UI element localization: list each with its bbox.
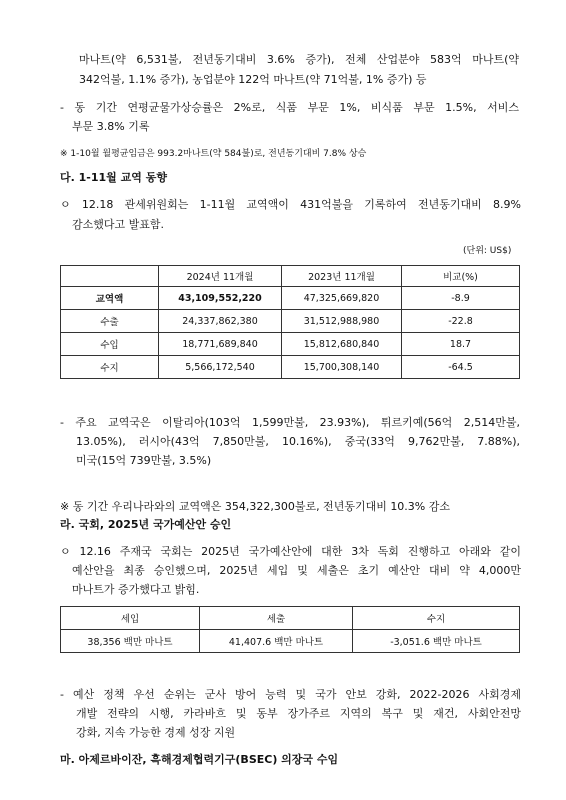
- value-2024: 43,109,552,220: [159, 287, 282, 310]
- table-header-cell: 2023년 11개월: [282, 266, 402, 287]
- table-row: [61, 630, 520, 653]
- priority-line: - 예산 정책 우선 순위는 군사 방어 능력 및 국가 안보 강화, 2022-2026 사회경제: [60, 688, 521, 701]
- table-header-cell: 세출: [200, 607, 353, 630]
- table-header-cell: 비교(%): [402, 266, 520, 287]
- trade-bullet-line: 감소했다고 발표함.: [72, 218, 165, 231]
- value-2023: 31,512,988,980: [282, 310, 402, 333]
- value-2024: 24,337,862,380: [159, 310, 282, 333]
- row-label: 수출: [61, 310, 159, 333]
- compare-value: -22.8: [402, 310, 520, 333]
- unit-label: (단위: US$): [463, 246, 512, 256]
- value-2023: 47,325,669,820: [282, 287, 402, 310]
- value-2023: 15,812,680,840: [282, 333, 402, 356]
- value-2024: 5,566,172,540: [159, 356, 282, 379]
- trade-bullet-line: ㅇ 12.18 관세위원회는 1-11월 교역액이 431억불을 기록하여 전년동기대비 8.9%: [60, 198, 521, 211]
- table-row: [61, 356, 520, 379]
- compare-value: -8.9: [402, 287, 520, 310]
- table-header-cell: [61, 266, 159, 287]
- value-2023: 15,700,308,140: [282, 356, 402, 379]
- table-row: [61, 310, 520, 333]
- table-row: [61, 333, 520, 356]
- table-header-cell: 2024년 11개월: [159, 266, 282, 287]
- priority-line: 개발 전략의 시행, 카라바흐 및 동부 장가주르 지역의 복구 및 재건, 사회안전망: [76, 707, 521, 720]
- partners-line: 미국(15억 739만불, 3.5%): [76, 454, 212, 467]
- expenditure-value: 41,407.6 백만 마나트: [200, 630, 353, 653]
- table-header-row: [61, 607, 520, 630]
- table-header-cell: 수지: [353, 607, 520, 630]
- revenue-value: 38,356 백만 마나트: [61, 630, 200, 653]
- budget-bullet-line: ㅇ 12.16 주재국 국회는 2025년 국가예산안에 대한 3차 독회 진행하고 아래와 같이: [60, 545, 521, 558]
- compare-value: 18.7: [402, 333, 520, 356]
- trade-table: [60, 265, 520, 379]
- compare-value: -64.5: [402, 356, 520, 379]
- paragraph-line: 342억불, 1.1% 증가), 농업분야 122억 마나트(약 71억불, 1% 증가) 등: [79, 73, 427, 86]
- balance-value: -3,051.6 백만 마나트: [353, 630, 520, 653]
- row-label: 교역액: [61, 287, 159, 310]
- section-heading-ma: 마. 아제르바이잔, 흑해경제협력기구(BSEC) 의장국 수임: [60, 753, 339, 766]
- table-header-row: [61, 266, 520, 287]
- row-label: 수입: [61, 333, 159, 356]
- inflation-line: 부문 3.8% 기록: [72, 120, 150, 133]
- section-heading-ra: 라. 국회, 2025년 국가예산안 승인: [60, 518, 232, 531]
- budget-bullet-line: 마나트가 증가했다고 밝힘.: [72, 583, 200, 596]
- table-header-cell: 세입: [61, 607, 200, 630]
- value-2024: 18,771,689,840: [159, 333, 282, 356]
- wage-note: ※ 1-10월 월평균임금은 993.2마나트(약 584불)로, 전년동기대비 7.8% 상승: [60, 149, 367, 159]
- budget-table: [60, 606, 520, 653]
- paragraph-line: 마나트(약 6,531불, 전년동기대비 3.6% 증가), 전체 산업분야 583억 마나트(약: [79, 53, 519, 66]
- budget-bullet-line: 예산안을 최종 승인했으며, 2025년 세입 및 세출은 초기 예산안 대비 약 4,000만: [72, 564, 521, 577]
- korea-trade-note: ※ 동 기간 우리나라와의 교역액은 354,322,300불로, 전년동기대비 10.3% 감소: [60, 500, 451, 513]
- partners-line: - 주요 교역국은 이탈리아(103억 1,599만불, 23.93%), 튀르키예(56억 2,514만불,: [60, 416, 520, 429]
- table-row: [61, 287, 520, 310]
- partners-line: 13.05%), 러시아(43억 7,850만불, 10.16%), 중국(33억 9,762만불, 7.88%),: [76, 435, 520, 448]
- inflation-line: - 동 기간 연평균물가상승률은 2%로, 식품 부문 1%, 비식품 부문 1.5%, 서비스: [60, 101, 519, 114]
- priority-line: 강화, 지속 가능한 경제 성장 지원: [76, 726, 236, 739]
- section-heading-da: 다. 1-11월 교역 동향: [60, 171, 167, 184]
- row-label: 수지: [61, 356, 159, 379]
